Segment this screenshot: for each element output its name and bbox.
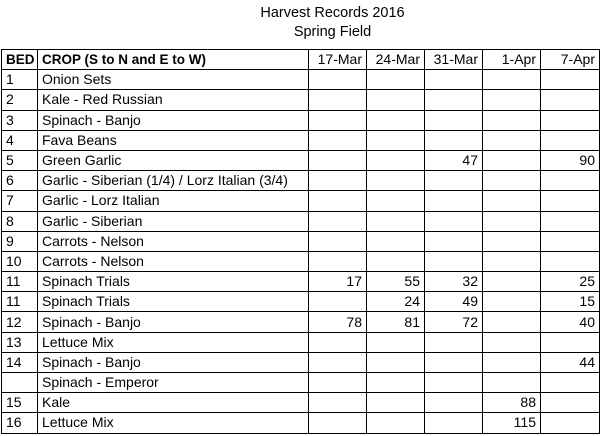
harvest-value-cell: 40 xyxy=(541,312,600,332)
harvest-value-cell xyxy=(309,110,367,130)
table-row xyxy=(2,413,600,433)
harvest-value-cell xyxy=(483,231,541,251)
harvest-value-cell xyxy=(367,373,425,393)
harvest-value-cell xyxy=(367,70,425,90)
harvest-value-cell xyxy=(541,251,600,271)
crop-cell: Garlic - Siberian xyxy=(38,211,309,231)
harvest-value-cell: 81 xyxy=(367,312,425,332)
bed-cell: 11 xyxy=(2,292,38,312)
harvest-value-cell xyxy=(483,70,541,90)
table-row xyxy=(2,231,600,251)
crop-cell: Spinach - Banjo xyxy=(38,110,309,130)
crop-cell: Garlic - Lorz Italian xyxy=(38,191,309,211)
harvest-value-cell xyxy=(309,413,367,433)
crop-cell: Lettuce Mix xyxy=(38,332,309,352)
harvest-value-cell: 90 xyxy=(541,150,600,170)
bed-cell: 15 xyxy=(2,393,38,413)
harvest-value-cell xyxy=(425,251,483,271)
bed-cell: 10 xyxy=(2,251,38,271)
crop-cell: Kale - Red Russian xyxy=(38,90,309,110)
crop-cell: Spinach - Emperor xyxy=(38,373,309,393)
harvest-value-cell xyxy=(483,312,541,332)
crop-cell: Carrots - Nelson xyxy=(38,251,309,271)
harvest-value-cell xyxy=(367,393,425,413)
harvest-value-cell: 25 xyxy=(541,272,600,292)
header-date: 31-Mar xyxy=(425,50,483,70)
harvest-value-cell xyxy=(309,171,367,191)
harvest-value-cell xyxy=(309,332,367,352)
harvest-value-cell xyxy=(309,352,367,372)
bed-cell xyxy=(2,373,38,393)
harvest-value-cell xyxy=(309,251,367,271)
harvest-value-cell xyxy=(367,251,425,271)
harvest-value-cell xyxy=(425,110,483,130)
harvest-value-cell xyxy=(483,211,541,231)
harvest-value-cell: 78 xyxy=(309,312,367,332)
harvest-value-cell: 72 xyxy=(425,312,483,332)
bed-cell: 13 xyxy=(2,332,38,352)
harvest-value-cell xyxy=(309,231,367,251)
harvest-value-cell xyxy=(425,191,483,211)
harvest-value-cell xyxy=(541,413,600,433)
harvest-value-cell xyxy=(309,373,367,393)
table-row xyxy=(2,110,600,130)
harvest-value-cell xyxy=(309,211,367,231)
table-row xyxy=(2,211,600,231)
harvest-value-cell: 49 xyxy=(425,292,483,312)
harvest-value-cell xyxy=(483,171,541,191)
harvest-table xyxy=(1,49,600,434)
bed-cell: 9 xyxy=(2,231,38,251)
harvest-value-cell xyxy=(425,90,483,110)
harvest-value-cell xyxy=(425,211,483,231)
harvest-value-cell: 88 xyxy=(483,393,541,413)
bed-cell: 2 xyxy=(2,90,38,110)
harvest-value-cell xyxy=(309,191,367,211)
table-row xyxy=(2,191,600,211)
bed-cell: 5 xyxy=(2,150,38,170)
harvest-value-cell xyxy=(483,272,541,292)
crop-cell: Spinach - Banjo xyxy=(38,352,309,372)
harvest-value-cell xyxy=(541,90,600,110)
crop-cell: Lettuce Mix xyxy=(38,413,309,433)
table-row xyxy=(2,373,600,393)
harvest-value-cell xyxy=(541,393,600,413)
harvest-value-cell xyxy=(367,211,425,231)
harvest-value-cell xyxy=(541,332,600,352)
harvest-value-cell xyxy=(483,90,541,110)
header-date: 24-Mar xyxy=(367,50,425,70)
table-row xyxy=(2,352,600,372)
harvest-value-cell: 55 xyxy=(367,272,425,292)
table-row xyxy=(2,70,600,90)
harvest-value-cell: 15 xyxy=(541,292,600,312)
crop-cell: Onion Sets xyxy=(38,70,309,90)
harvest-value-cell xyxy=(367,352,425,372)
harvest-value-cell xyxy=(367,332,425,352)
crop-cell: Spinach Trials xyxy=(38,292,309,312)
crop-cell: Green Garlic xyxy=(38,150,309,170)
harvest-value-cell xyxy=(483,251,541,271)
bed-cell: 12 xyxy=(2,312,38,332)
harvest-value-cell xyxy=(483,332,541,352)
harvest-value-cell xyxy=(541,171,600,191)
harvest-value-cell: 115 xyxy=(483,413,541,433)
harvest-value-cell xyxy=(309,292,367,312)
harvest-value-cell xyxy=(309,130,367,150)
table-row xyxy=(2,292,600,312)
bed-cell: 11 xyxy=(2,272,38,292)
harvest-value-cell xyxy=(309,90,367,110)
harvest-value-cell xyxy=(367,231,425,251)
crop-cell: Kale xyxy=(38,393,309,413)
header-date: 7-Apr xyxy=(541,50,600,70)
header-bed: BED xyxy=(2,50,38,70)
table-row xyxy=(2,90,600,110)
header-date: 1-Apr xyxy=(483,50,541,70)
harvest-value-cell xyxy=(367,130,425,150)
harvest-value-cell xyxy=(425,413,483,433)
sheet-title: Harvest Records 2016 xyxy=(260,5,405,21)
bed-cell: 3 xyxy=(2,110,38,130)
harvest-value-cell xyxy=(425,332,483,352)
harvest-value-cell xyxy=(309,393,367,413)
bed-cell: 7 xyxy=(2,191,38,211)
harvest-value-cell xyxy=(483,373,541,393)
harvest-value-cell xyxy=(483,150,541,170)
harvest-value-cell: 24 xyxy=(367,292,425,312)
bed-cell: 14 xyxy=(2,352,38,372)
harvest-value-cell xyxy=(425,231,483,251)
harvest-value-cell xyxy=(309,150,367,170)
sheet-subtitle: Spring Field xyxy=(293,24,372,40)
bed-cell: 6 xyxy=(2,171,38,191)
harvest-value-cell xyxy=(425,393,483,413)
harvest-value-cell xyxy=(425,130,483,150)
harvest-value-cell xyxy=(309,70,367,90)
bed-cell: 16 xyxy=(2,413,38,433)
harvest-value-cell xyxy=(367,171,425,191)
harvest-value-cell xyxy=(483,191,541,211)
crop-cell: Spinach Trials xyxy=(38,272,309,292)
harvest-value-cell xyxy=(367,110,425,130)
harvest-value-cell xyxy=(541,130,600,150)
harvest-value-cell xyxy=(367,90,425,110)
harvest-value-cell xyxy=(541,191,600,211)
harvest-value-cell xyxy=(541,211,600,231)
harvest-value-cell xyxy=(425,70,483,90)
bed-cell: 1 xyxy=(2,70,38,90)
table-row xyxy=(2,171,600,191)
bed-cell: 4 xyxy=(2,130,38,150)
header-crop: CROP (S to N and E to W) xyxy=(38,50,309,70)
crop-cell: Spinach - Banjo xyxy=(38,312,309,332)
header-date: 17-Mar xyxy=(309,50,367,70)
harvest-value-cell xyxy=(425,352,483,372)
crop-cell: Carrots - Nelson xyxy=(38,231,309,251)
harvest-value-cell xyxy=(541,110,600,130)
crop-cell: Garlic - Siberian (1/4) / Lorz Italian (3/4) xyxy=(38,171,309,191)
harvest-value-cell xyxy=(367,191,425,211)
harvest-value-cell xyxy=(425,373,483,393)
table-row xyxy=(2,251,600,271)
harvest-value-cell xyxy=(541,231,600,251)
harvest-value-cell: 44 xyxy=(541,352,600,372)
harvest-value-cell xyxy=(367,150,425,170)
harvest-value-cell xyxy=(483,352,541,372)
table-row xyxy=(2,130,600,150)
table-row xyxy=(2,312,600,332)
table-row xyxy=(2,393,600,413)
bed-cell: 8 xyxy=(2,211,38,231)
crop-cell: Fava Beans xyxy=(38,130,309,150)
harvest-value-cell xyxy=(483,292,541,312)
harvest-value-cell xyxy=(367,413,425,433)
harvest-value-cell: 47 xyxy=(425,150,483,170)
harvest-value-cell xyxy=(541,70,600,90)
harvest-value-cell xyxy=(483,110,541,130)
harvest-value-cell xyxy=(483,130,541,150)
harvest-value-cell xyxy=(541,373,600,393)
harvest-value-cell: 32 xyxy=(425,272,483,292)
table-row xyxy=(2,150,600,170)
harvest-value-cell xyxy=(425,171,483,191)
table-row xyxy=(2,272,600,292)
header-row xyxy=(2,50,600,70)
table-row xyxy=(2,332,600,352)
harvest-value-cell: 17 xyxy=(309,272,367,292)
